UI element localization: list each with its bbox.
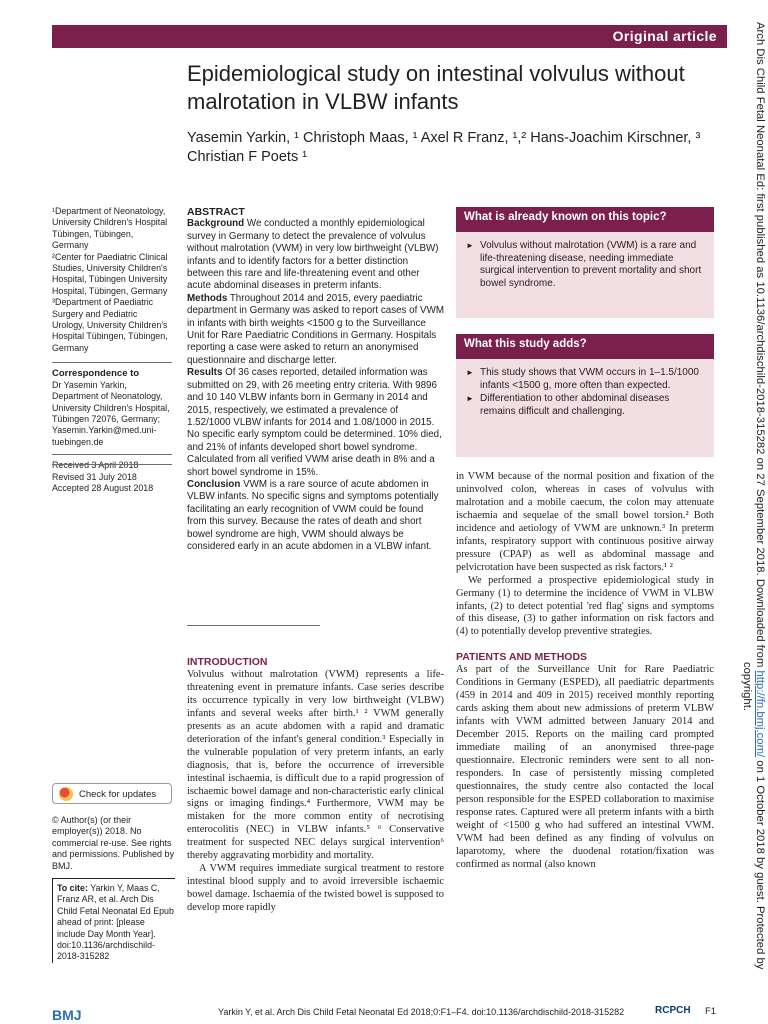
correspondence-label: Correspondence to: [52, 368, 140, 380]
known-box: [456, 207, 714, 318]
right-column: [456, 471, 714, 872]
footer-citation: Yarkin Y, et al. Arch Dis Child Fetal Neonatal Ed 2018;0:F1–F4. doi:10.1136/archdischild-2018-315282: [218, 1007, 625, 1017]
author-line-1: Yasemin Yarkin, ¹ Christoph Maas, ¹ Axel R Franz, ¹,² Hans-Joachim Kirschner, ³: [187, 130, 701, 146]
methods-text: Throughout 2014 and 2015, every paediatric department in Germany was asked to report cases of VWM in infants with birth weights <1500 g to the Surveillance Unit for Rare Paediatric Conditions in Germany. Hospitals reporting a case were asked to return an anonymised questionnaire and discharge letter.: [187, 292, 445, 366]
sidebar: [52, 206, 172, 494]
section-label: Original article: [612, 28, 717, 44]
adds-box-heading: What this study adds?: [456, 334, 714, 359]
check-updates-label: Check for updates: [79, 789, 157, 800]
introduction-section: [187, 656, 444, 915]
affiliation: ²Center for Paediatric Clinical Studies, University Children's Hospital, Tübingen University Hospital, Tübingen, Germany: [52, 251, 168, 296]
vertical-notice: [736, 22, 768, 1022]
accepted-date: Accepted 28 August 2018: [52, 482, 154, 493]
known-box-heading: What is already known on this topic?: [456, 207, 714, 232]
abstract-heading: ABSTRACT: [187, 206, 245, 218]
divider: [52, 464, 172, 465]
conclusion-text: VWM is a rare source of acute abdomen in VLBW infants. No specific signs and symptoms potentially facilitating an early recognition of VWM could be found from this survey. Because the rates of death and short bowel syndrome are high, VWM should always be considered early in an acute abdomen in a VLBW infant.: [187, 478, 439, 552]
vertical-notice-text: copyright.: [741, 662, 753, 711]
to-cite-text: Yarkin Y, Maas C, Franz AR, et al. Arch Dis Child Fetal Neonatal Ed Epub ahead of print: [please include Day Month Year]. doi:10.1136/archdischild-2018-315282: [57, 883, 174, 962]
article-title: Epidemiological study on intestinal volvulus without malrotation in VLBW infants: [187, 61, 685, 114]
rcpch-logo: RCPCH: [655, 1005, 691, 1016]
introduction-heading: INTRODUCTION: [187, 656, 268, 668]
divider: [52, 362, 172, 363]
vertical-notice-text: Arch Dis Child Fetal Neonatal Ed: first published as 10.1136/archdischild-2018-315282 on 27 September 2018. Downloaded from: [754, 22, 766, 671]
received-date: Received 3 April 2018: [52, 460, 139, 471]
body-paragraph: in VWM because of the normal position and fixation of the uninvolved colon, whereas in cases of volvulus with malrotation and a mobile caecum, the colon may attenuate ischaemia and sequelae of the small bowel torsion.² Both incidence and aetiology of VWM are unknown.³ In preterm infants, respiratory support with continuous positive airway pressure (CPAP) as well as abdominal massage and pelvicrotation have been suspected as risk factors.¹ ²: [456, 471, 714, 573]
page-number: F1: [705, 1006, 717, 1017]
adds-item: ► This study shows that VWM occurs in 1–1.5/1000 infants <1500 g, more often than expected.: [466, 367, 704, 392]
body-paragraph: We performed a prospective epidemiological study in Germany (1) to determine the incidence of VWM in VLBW infants, (2) to detect potential 'red flag' signs and symptoms of this disease, (3) to gather information on risk factors and (4) to potentially develop preventive strategies.: [456, 574, 714, 638]
known-item: ► Volvulus without malrotation (VWM) is a rare and life-threatening disease, needing immediate surgical intervention to prevent mortality and short bowel syndrome.: [466, 240, 704, 290]
divider: [187, 625, 320, 626]
background-text: We conducted a monthly epidemiological survey in Germany to detect the prevalence of volvulus without malrotation (VWM) in very low birthweight (VLBW) infants and to identify factors for a better distinction between this rare and life-threatening event and other acute abdominal diseases in preterm infants.: [187, 218, 439, 292]
methods-label: Methods: [187, 292, 228, 304]
author-line-2: Christian F Poets ¹: [187, 149, 308, 165]
adds-box-body: [456, 359, 714, 457]
abstract: [187, 206, 444, 553]
journal-link[interactable]: http://fn.bmj.com/: [754, 670, 766, 758]
results-text: Of 36 cases reported, detailed information was submitted on 29, with 26 meeting entry criteria. With 9896 and 10 140 VLBW infants born in Germany in 2014 and 2015, respectively, we estimated a prevalence of 1.52/1000 VLBW infants for 2014 and 1.08/1000 in 2015. No specific early symptom could be determined. 10% died, and 21% of infants developed short bowel syndrome. Calculated from all verified VWM arise death in 8% and a short bowel syndrome in 15%.: [187, 367, 442, 478]
methods-heading: PATIENTS AND METHODS: [456, 651, 588, 664]
section-banner: [52, 25, 727, 48]
known-box-body: [456, 232, 714, 318]
results-label: Results: [187, 367, 223, 379]
correspondence-text: Dr Yasemin Yarkin, Department of Neonatology, University Children's Hospital, Tübingen 72076, Germany; Yasemin.Yarkin@med.uni-tuebingen.de: [52, 379, 170, 447]
copyright-notice: © Author(s) (or their employer(s)) 2018. No commercial re-use. See rights and permissions. Published by BMJ.: [52, 815, 175, 871]
affiliation: ¹Department of Neonatology, University Children's Hospital Tübingen, Tübingen, Germany: [52, 206, 168, 251]
crossmark-icon: [59, 787, 73, 801]
affiliation: ³Department of Paediatric Surgery and Pediatric Urology, University Children's Hospital Tübingen, Tübingen, Germany: [52, 297, 168, 353]
to-cite-label: To cite:: [57, 883, 88, 893]
to-cite-box: [52, 878, 175, 963]
check-updates-button[interactable]: [52, 783, 172, 804]
conclusion-label: Conclusion: [187, 478, 241, 490]
introduction-paragraph: A VWM requires immediate surgical treatment to restore intestinal blood supply and to avoid irreversible ischaemic bowel damage. Ischaemia of the twisted bowel is supposed to develop more rapidly: [187, 863, 444, 914]
background-label: Background: [187, 218, 245, 230]
introduction-paragraph: Volvulus without malrotation (VWM) represents a life-threatening event in premature infants. Case series describe its occurrence typically in very low birthweight (VLBW) infants and several weeks after birth.¹ ² VWM generally presents as an acute abdomen with a rapid and dramatic deterioration of the infant's general condition.³ Especially in the vulnerable population of very preterm infants, an early diagnosis, that is, before the occurrence of irreversible intestinal ischaemia, is difficult due to a rapid progression of ischaemic bowel damage and non-characteristic early clinical signs or imaging findings.⁴ Furthermore, VWM may be mistaken for the more common entity of necrotising enterocolitis (NEC) in VLBW infants.⁵ ⁶ Conservative treatment for suspected NEC delays surgical intervention⁶ thereby aggravating morbidity and mortality.: [187, 668, 444, 862]
divider: [52, 454, 172, 455]
bmj-logo: BMJ: [52, 1007, 82, 1023]
author-list: [187, 129, 727, 167]
revised-date: Revised 31 July 2018: [52, 471, 137, 482]
body-paragraph: As part of the Surveillance Unit for Rare Paediatric Conditions in Germany (ESPED), all paediatric departments (459 in 2014 and 409 in 2015) received monthly reporting cards asking them about new admissions of preterm VLBW infants with VWM admitted between January 2014 and December 2015. Reports on the mailing card prompted immediate mailing of an anonymised three-page questionnaire. Electronic reminders were sent to all non-responders. In case of persistently missing completed questionnaires, the study centre also contacted the local person responsible for the ESPED collaboration to maximise response rates. Captured were all preterm infants with a birth weight of <1500 g who had suffered an intestinal VWM. VWM had been defined as any finding of volvulus on laparotomy, where the duodenal rotation/fixation was confirmed as normal (also known: [456, 664, 714, 870]
adds-box: [456, 334, 714, 457]
adds-item: ► Differentiation to other abdominal diseases remains difficult and challenging.: [466, 393, 704, 418]
vertical-notice-text: on 1 October 2018 by guest. Protected by: [754, 757, 766, 970]
